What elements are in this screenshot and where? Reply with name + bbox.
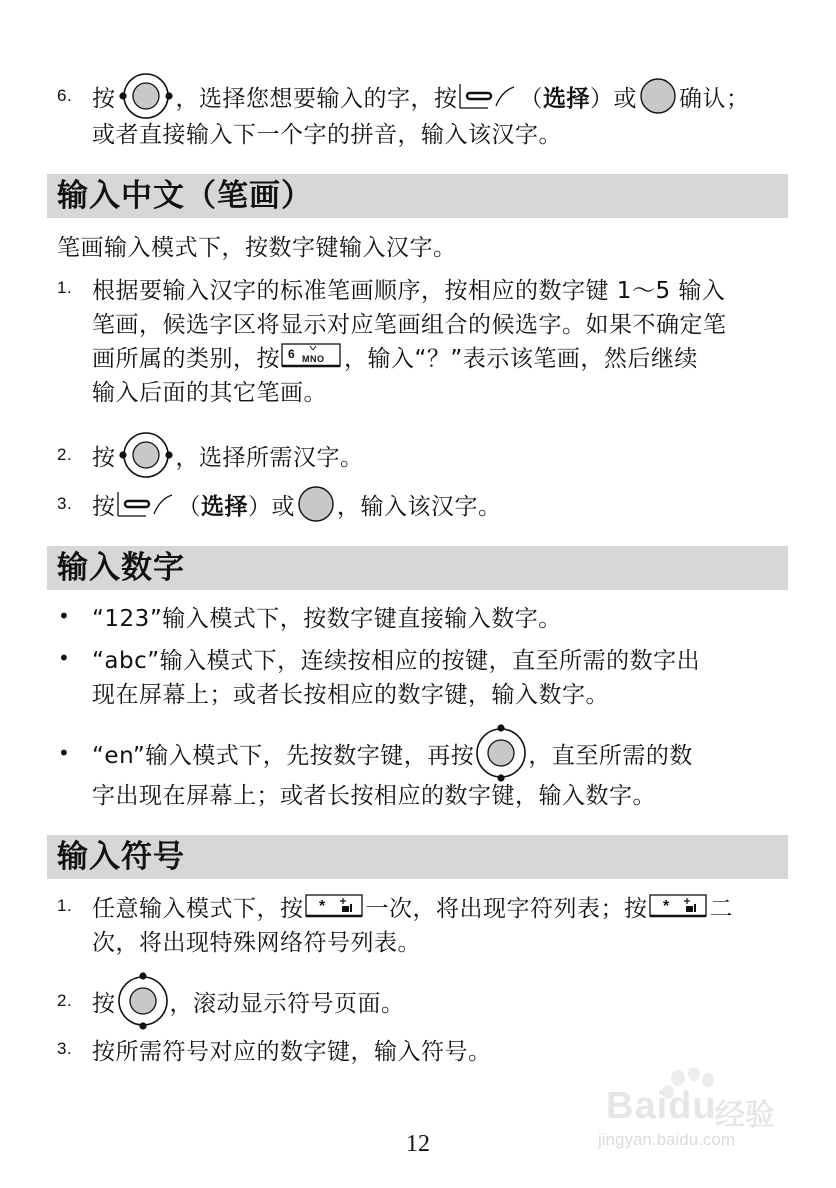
symbols-item3-text: 按所需符号对应的数字键，输入符号。 <box>92 1038 492 1065</box>
key6-label: 6 <box>288 347 296 361</box>
stroke-item1-text1: 根据要输入汉字的标准笔画顺序，按相应的数字键 1～5 输入 <box>92 277 726 304</box>
select-word: 选择 <box>201 493 248 520</box>
key6-icon <box>280 341 344 371</box>
ok-key-icon <box>295 484 337 524</box>
step6-press-text: 按 <box>92 85 116 112</box>
confirm-text: 确认； <box>679 85 750 112</box>
digits-bullet3-text-a: “en”输入模式下，先按数字键，再按 <box>92 742 475 769</box>
symbols-item1-text-c: 二 <box>709 895 733 922</box>
stroke-intro-text: 笔画输入模式下，按数字键输入汉字。 <box>57 234 457 261</box>
symbols-item2-press: 按 <box>92 990 116 1017</box>
symbols-item2-text: ，滚动显示符号页面。 <box>169 990 405 1017</box>
nav-key-lr-icon <box>116 431 176 479</box>
bullet-dot: • <box>58 646 71 670</box>
digits-bullet2-text2: 现在屏幕上；或者长按相应的数字键，输入数字。 <box>92 681 609 708</box>
watermark-cn: 经验 <box>715 1098 775 1133</box>
digits-bullet2-text1: “abc”输入模式下，连续按相应的按键，直至所需的数字出 <box>92 647 701 674</box>
section-digits-header <box>47 546 788 590</box>
watermark-brand-b: du <box>668 1085 717 1127</box>
stroke-item3-number: 3. <box>57 494 73 513</box>
page-number: 12 <box>406 1131 430 1157</box>
paren-close-or: ）或 <box>590 85 637 112</box>
step6-content <box>92 76 750 116</box>
section-stroke-header <box>47 174 788 218</box>
digits-bullet1-text: “123”输入模式下，按数字键直接输入数字。 <box>92 605 562 632</box>
symbols-item3-number: 3. <box>57 1039 73 1058</box>
stroke-item2-press: 按 <box>92 444 116 471</box>
section-stroke-title: 输入中文（笔画） <box>57 178 313 214</box>
symbols-item2-number: 2. <box>57 991 73 1010</box>
section-digits-title: 输入数字 <box>57 550 185 586</box>
paren-open: （ <box>177 493 201 520</box>
step6-number: 6. <box>57 86 73 105</box>
left-softkey-icon <box>458 81 520 111</box>
star-key-label: * <box>662 898 670 915</box>
stroke-item3-press: 按 <box>92 493 116 520</box>
digits-bullet3-text-b: ，直至所需的数 <box>528 742 693 769</box>
stroke-item3-text: ，输入该汉字。 <box>337 493 502 520</box>
watermark-url: jingyan.baidu.com <box>598 1130 736 1149</box>
stroke-item1-text2: 笔画，候选字区将显示对应笔画组合的候选字。如果不确定笔 <box>92 311 727 338</box>
watermark-brand-a: Bai <box>606 1085 669 1127</box>
key6-sub: MNO <box>302 354 325 364</box>
digits-bullet3-text2: 字出现在屏幕上；或者长按相应的数字键，输入数字。 <box>92 782 656 809</box>
select-word: 选择 <box>543 85 590 112</box>
stroke-item2-content <box>92 435 364 475</box>
ok-key-icon <box>637 76 679 116</box>
digits-bullet3-content <box>92 733 693 773</box>
paren-open: （ <box>519 85 543 112</box>
left-softkey-icon <box>116 489 178 519</box>
step6-text-a: ，选择您想要输入的字，按 <box>175 85 458 112</box>
section-symbols-title: 输入符号 <box>57 839 185 875</box>
bullet-dot: • <box>58 604 71 628</box>
stroke-item1-text3a: 画所属的类别，按 <box>92 345 280 372</box>
paren-close-or: ）或 <box>248 493 295 520</box>
watermark-brand <box>606 1085 717 1128</box>
symbols-item2-content <box>92 981 405 1021</box>
stroke-item1-number: 1. <box>57 278 73 297</box>
section-symbols-header <box>47 835 788 879</box>
symbols-item1-text2: 次，将出现特殊网络符号列表。 <box>92 929 421 956</box>
star-key-icon <box>648 891 710 921</box>
stroke-item3-content <box>92 484 502 524</box>
stroke-item1-text3b: ，输入“？”表示该笔画，然后继续 <box>344 345 698 372</box>
nav-key-ud-icon <box>116 969 170 1033</box>
stroke-item2-number: 2. <box>57 445 73 464</box>
bullet-dot: • <box>58 741 71 765</box>
symbols-item1-text-b: 一次，将出现字符列表；按 <box>365 895 648 922</box>
star-key-icon <box>304 891 366 921</box>
star-key-label: * <box>318 898 326 915</box>
symbols-item1-text-a: 任意输入模式下，按 <box>92 895 304 922</box>
stroke-item2-text: ，选择所需汉字。 <box>175 444 364 471</box>
stroke-item1-text4: 输入后面的其它笔画。 <box>92 379 327 406</box>
symbols-item1-number: 1. <box>57 896 73 915</box>
step6-line2-text: 或者直接输入下一个字的拼音，输入该汉字。 <box>92 121 562 148</box>
